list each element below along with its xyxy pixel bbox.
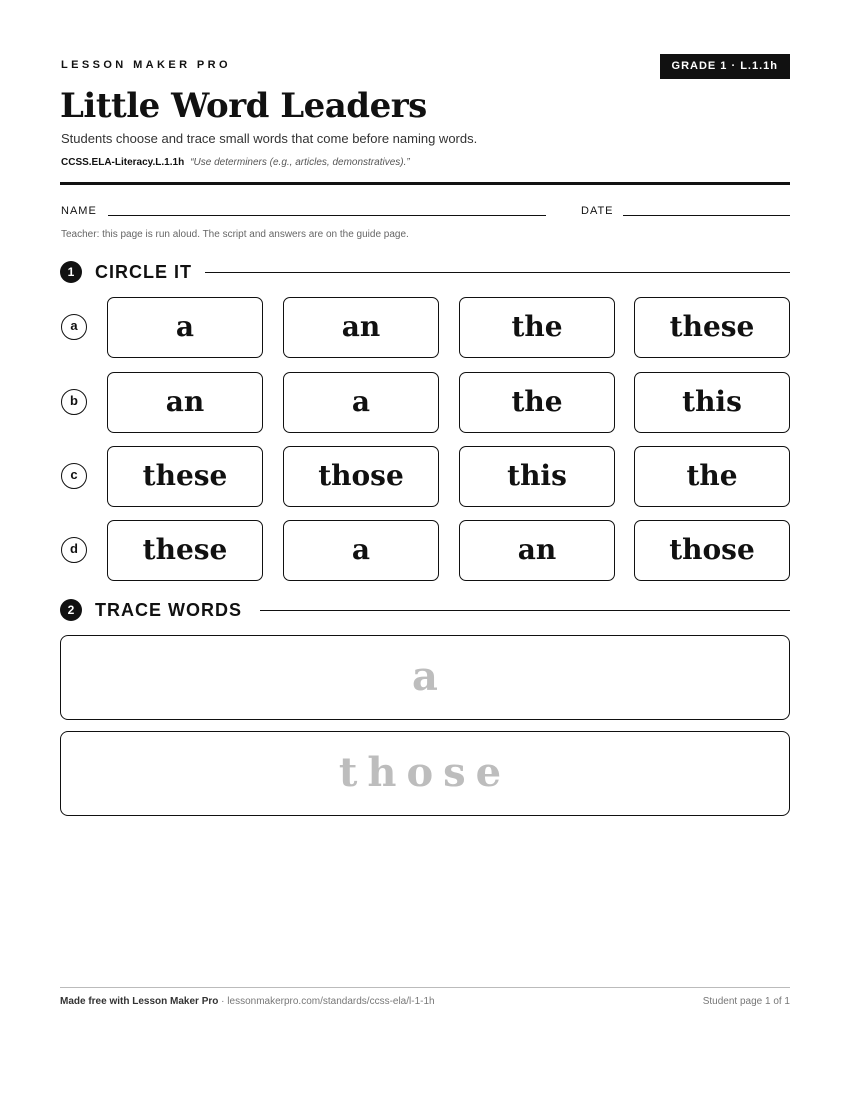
- section-divider: [205, 272, 790, 273]
- footer-made-with: Made free with Lesson Maker Pro: [60, 996, 219, 1007]
- word-choice[interactable]: these: [634, 297, 790, 358]
- name-field-line[interactable]: [108, 215, 546, 216]
- trace-word-box[interactable]: those: [60, 731, 790, 816]
- teacher-note: Teacher: this page is run aloud. The script and answers are on the guide page.: [61, 229, 409, 240]
- row-label-b: b: [61, 389, 87, 415]
- name-label: NAME: [61, 205, 97, 217]
- word-choice[interactable]: those: [634, 520, 790, 581]
- standard-reference: [61, 157, 410, 168]
- trace-word-box[interactable]: a: [60, 635, 790, 720]
- row-label-a: a: [61, 314, 87, 340]
- word-choice[interactable]: an: [107, 372, 263, 433]
- word-choice[interactable]: this: [634, 372, 790, 433]
- section-number-badge: 2: [60, 599, 82, 621]
- word-choice[interactable]: a: [107, 297, 263, 358]
- footer-url[interactable]: lessonmakerpro.com/standards/ccss-ela/l-1-1h: [227, 996, 435, 1007]
- row-label-c: c: [61, 463, 87, 489]
- footer-divider: [60, 987, 790, 988]
- section-number-badge: 1: [60, 261, 82, 283]
- date-label: DATE: [581, 205, 614, 217]
- page-title: Little Word Leaders: [60, 86, 427, 126]
- word-choice[interactable]: these: [107, 446, 263, 507]
- word-choice[interactable]: the: [634, 446, 790, 507]
- standard-code: CCSS.ELA-Literacy.L.1.1h: [61, 157, 185, 168]
- word-choice[interactable]: this: [459, 446, 615, 507]
- word-choice[interactable]: the: [459, 372, 615, 433]
- word-choice[interactable]: these: [107, 520, 263, 581]
- row-label-d: d: [61, 537, 87, 563]
- word-choice[interactable]: an: [283, 297, 439, 358]
- brand-name: LESSON MAKER PRO: [61, 59, 231, 71]
- footer-credit: [60, 996, 435, 1007]
- date-field-line[interactable]: [623, 215, 790, 216]
- footer-page-info: Student page 1 of 1: [702, 996, 790, 1007]
- word-choice[interactable]: an: [459, 520, 615, 581]
- word-choice[interactable]: those: [283, 446, 439, 507]
- section-trace-words-header: [60, 598, 790, 622]
- word-choice[interactable]: the: [459, 297, 615, 358]
- grade-badge: GRADE 1 · L.1.1h: [660, 54, 790, 79]
- section-divider: [260, 610, 790, 611]
- section-title: CIRCLE IT: [95, 262, 202, 283]
- word-choice[interactable]: a: [283, 372, 439, 433]
- section-circle-it-header: [60, 260, 790, 284]
- section-title: TRACE WORDS: [95, 600, 252, 621]
- page-subtitle: Students choose and trace small words that come before naming words.: [61, 131, 478, 146]
- header-divider: [60, 182, 790, 185]
- footer-separator: ·: [218, 996, 228, 1007]
- word-choice[interactable]: a: [283, 520, 439, 581]
- standard-text: “Use determiners (e.g., articles, demonstratives).”: [190, 157, 410, 168]
